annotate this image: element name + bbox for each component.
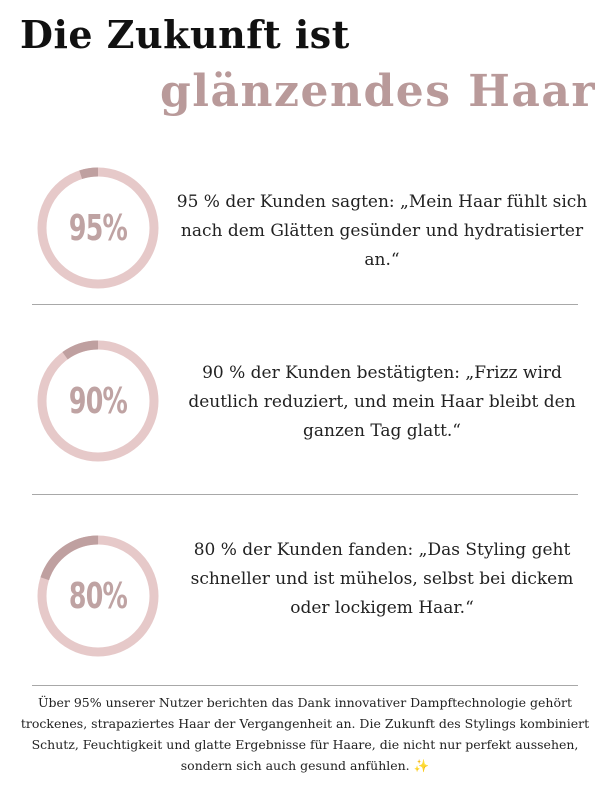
stat-text: 95 % der Kunden sagten: „Mein Haar fühlt sich nach dem Glätten gesünder und hydratisierter an.“ — [176, 192, 588, 270]
stat-row — [0, 532, 610, 662]
divider — [32, 685, 578, 686]
sparkle-icon: ✨ — [413, 758, 430, 773]
page-subtitle: glänzendes Haar — [160, 66, 597, 117]
progress-ring — [34, 164, 162, 292]
divider — [32, 304, 578, 305]
stat-text: 80 % der Kunden fanden: „Das Styling geht schneller und ist mühelos, selbst bei dickem oder lockigem Haar.“ — [190, 540, 574, 618]
percent-label: 95% — [68, 207, 128, 249]
stat-text: 90 % der Kunden bestätigten: „Frizz wird deutlich reduziert, und mein Haar bleibt den ganzen Tag glatt.“ — [188, 363, 576, 441]
footer-paragraph — [16, 692, 594, 776]
percent-label: 80% — [68, 575, 128, 617]
progress-ring — [34, 532, 162, 660]
progress-ring — [34, 337, 162, 465]
stat-row — [0, 164, 610, 294]
footer-text: Über 95% unserer Nutzer berichten das Dank innovativer Dampftechnologie gehört trockenes, strapaziertes Haar der Vergangenheit an. Die Zukunft des Stylings kombiniert Schutz, Feuchtigkeit und glatte Ergebnisse für Haare, die nicht nur perfekt aussehen, sondern sich auch gesund anfühlen. — [20, 695, 590, 773]
divider — [32, 494, 578, 495]
page-title: Die Zukunft ist — [20, 12, 350, 57]
stat-row — [0, 337, 610, 467]
percent-label: 90% — [68, 380, 128, 422]
